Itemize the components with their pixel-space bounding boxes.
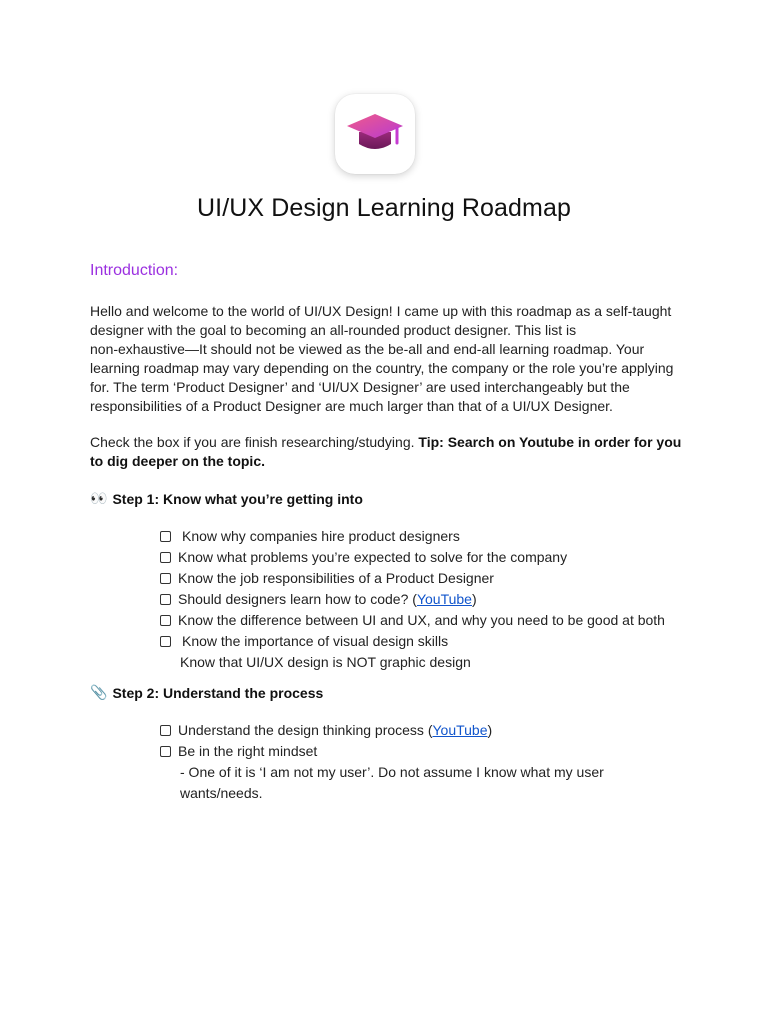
- paren-close: ): [487, 722, 493, 738]
- step-2-title: Step 2: Understand the process: [112, 684, 324, 701]
- step-1-heading: [90, 490, 363, 507]
- checklist-item: [160, 568, 665, 589]
- graduation-cap-icon: [345, 110, 405, 158]
- check-instruction: Check the box if you are finish researching/studying.: [90, 434, 415, 450]
- youtube-link[interactable]: YouTube: [416, 591, 472, 607]
- intro-line: non-exhaustive—It should not be viewed as the be-all and end-all learning roadmap. Your: [90, 341, 645, 357]
- paperclip-icon: 📎: [90, 684, 108, 700]
- checkbox[interactable]: [160, 573, 171, 584]
- page-title: UI/UX Design Learning Roadmap: [197, 194, 571, 222]
- checklist-item-label: Know the difference between UI and UX, and why you need to be good at both: [178, 612, 665, 628]
- checklist-item-label: Should designers learn how to code? (: [178, 591, 417, 607]
- checklist-item-label: Understand the design thinking process (: [178, 722, 433, 738]
- checkbox[interactable]: [160, 615, 171, 626]
- checkbox[interactable]: [160, 552, 171, 563]
- checklist-item-label: Be in the right mindset: [178, 743, 318, 759]
- checklist-item: [160, 547, 665, 568]
- instructions-paragraph: [90, 433, 686, 471]
- checklist-item-label: Know what problems you’re expected to solve for the company: [178, 549, 568, 565]
- checklist-item-label: Know why companies hire product designers: [182, 528, 460, 544]
- tip-text: Tip: Search on Youtube in order for you: [418, 434, 682, 450]
- logo: [335, 94, 415, 174]
- checkbox[interactable]: [160, 746, 171, 757]
- step-1-checklist: [160, 526, 665, 673]
- checklist-subnote: - One of it is ‘I am not my user’. Do not assume I know what my user: [180, 764, 604, 780]
- checklist-item-label: Know the importance of visual design skills: [182, 633, 449, 649]
- checklist-item: [160, 631, 665, 652]
- checklist-item-label: Know the job responsibilities of a Product Designer: [178, 570, 494, 586]
- intro-line: for. The term ‘Product Designer’ and ‘UI/UX Designer’ are used interchangeably but the: [90, 379, 630, 395]
- checklist-item: [160, 610, 665, 631]
- checkbox[interactable]: [160, 725, 171, 736]
- checklist-subnote: wants/needs.: [180, 785, 263, 801]
- intro-line: Hello and welcome to the world of UI/UX Design! I came up with this roadmap as a self-taught: [90, 303, 672, 319]
- checklist-item: [160, 589, 665, 610]
- introduction-heading: Introduction:: [90, 262, 179, 279]
- intro-line: responsibilities of a Product Designer are much larger than that of a UI/UX Designer.: [90, 398, 613, 414]
- checkbox[interactable]: [160, 636, 171, 647]
- checklist-item: [160, 526, 665, 547]
- step-1-title: Step 1: Know what you’re getting into: [112, 490, 363, 507]
- intro-line: designer with the goal to becoming an all-rounded product designer. This list is: [90, 322, 577, 338]
- checkbox[interactable]: [160, 531, 171, 542]
- step-2-checklist: [160, 720, 604, 804]
- eyes-icon: 👀: [90, 490, 108, 506]
- intro-paragraph: [90, 302, 686, 416]
- tip-text-continued: to dig deeper on the topic.: [90, 453, 265, 469]
- intro-line: learning roadmap may vary depending on the country, the company or the role you’re applying: [90, 360, 674, 376]
- checklist-item: [160, 741, 604, 762]
- checklist-subnote: Know that UI/UX design is NOT graphic design: [180, 654, 471, 670]
- youtube-link[interactable]: YouTube: [432, 722, 488, 738]
- checklist-item: [160, 720, 604, 741]
- checkbox[interactable]: [160, 594, 171, 605]
- step-2-heading: [90, 684, 323, 701]
- paren-close: ): [471, 591, 477, 607]
